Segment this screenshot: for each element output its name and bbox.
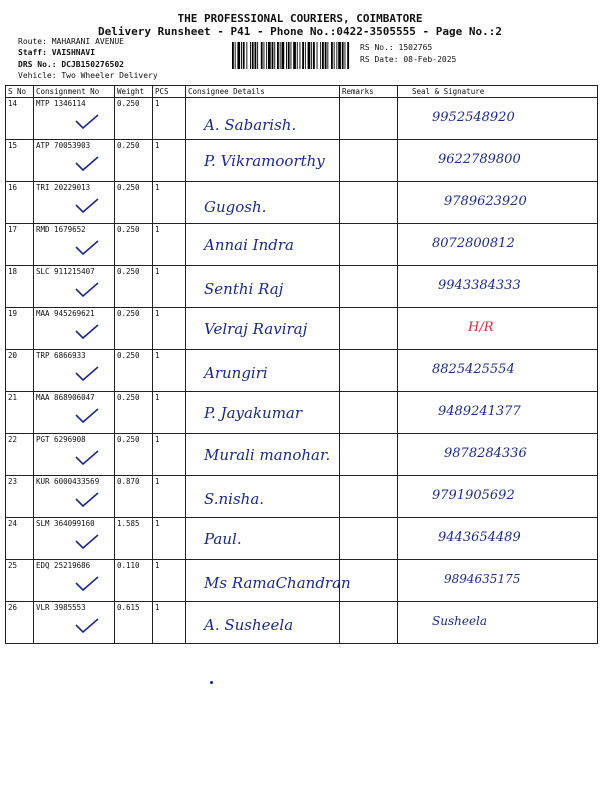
consignee-name: Paul. (204, 530, 242, 548)
cell-sno (6, 560, 34, 602)
cell-seal (398, 350, 598, 392)
cell-sno (6, 350, 34, 392)
checkmark-icon (74, 238, 100, 256)
cell-consignment (34, 266, 115, 308)
cell-remarks (340, 140, 398, 182)
cell-consignment-text: ATP 70053903 (36, 141, 91, 150)
cell-pcs-text: 1 (155, 519, 160, 528)
cell-weight-text: 0.250 (117, 393, 140, 402)
seal-signature: 9789623920 (444, 194, 527, 209)
cell-seal (398, 476, 598, 518)
cell-seal (398, 140, 598, 182)
cell-sno-text: 17 (8, 225, 18, 234)
cell-remarks (340, 560, 398, 602)
cell-consignment-text: MAA 868906047 (36, 393, 95, 402)
cell-consignment (34, 140, 115, 182)
cell-sno (6, 182, 34, 224)
cell-sno (6, 518, 34, 560)
col-remarks: Remarks (340, 86, 398, 98)
cell-consignment-text: RMD 1679652 (36, 225, 86, 234)
cell-remarks (340, 392, 398, 434)
cell-sno-text: 21 (8, 393, 18, 402)
cell-weight (115, 98, 153, 140)
cell-consignee (186, 476, 340, 518)
cell-pcs (153, 182, 186, 224)
cell-weight (115, 434, 153, 476)
cell-consignment (34, 434, 115, 476)
cell-sno-text: 16 (8, 183, 18, 192)
cell-weight (115, 308, 153, 350)
cell-pcs (153, 140, 186, 182)
cell-pcs (153, 308, 186, 350)
checkmark-icon (74, 616, 100, 634)
table-row (6, 224, 598, 266)
cell-weight-text: 0.250 (117, 225, 140, 234)
checkmark-icon (74, 490, 100, 508)
cell-consignee (186, 308, 340, 350)
cell-pcs (153, 266, 186, 308)
cell-pcs-text: 1 (155, 435, 160, 444)
cell-sno (6, 140, 34, 182)
cell-consignment (34, 224, 115, 266)
consignee-name: P. Jayakumar (204, 404, 303, 422)
cell-weight-text: 0.250 (117, 183, 140, 192)
cell-remarks (340, 266, 398, 308)
col-seal: Seal & Signature (398, 86, 598, 98)
cell-remarks (340, 518, 398, 560)
cell-consignment (34, 560, 115, 602)
checkmark-icon (74, 112, 100, 130)
cell-weight (115, 602, 153, 644)
cell-sno-text: 18 (8, 267, 18, 276)
cell-pcs-text: 1 (155, 141, 160, 150)
col-consignment: Consignment No (34, 86, 115, 98)
cell-pcs-text: 1 (155, 351, 160, 360)
consignee-name: A. Susheela (204, 616, 294, 634)
cell-consignment-text: KUR 6000433569 (36, 477, 100, 486)
cell-consignee (186, 560, 351, 602)
seal-signature: 9894635175 (444, 572, 521, 586)
cell-consignment (34, 308, 115, 350)
cell-sno-text: 24 (8, 519, 18, 528)
cell-sno (6, 476, 34, 518)
seal-signature: 8072800812 (432, 236, 515, 251)
cell-sno (6, 392, 34, 434)
consignee-name: Gugosh. (204, 198, 267, 216)
rs-date: RS Date: 08-Feb-2025 (360, 55, 457, 64)
cell-weight-text: 0.250 (117, 141, 140, 150)
cell-consignment-text: TRP 6866933 (36, 351, 86, 360)
cell-seal (398, 308, 598, 350)
col-weight: Weight (115, 86, 153, 98)
cell-seal (398, 266, 598, 308)
table-row (6, 560, 598, 602)
barcode-image (232, 42, 350, 69)
cell-consignee (186, 266, 340, 308)
cell-weight (115, 140, 153, 182)
cell-pcs (153, 560, 186, 602)
cell-weight-text: 0.250 (117, 99, 140, 108)
consignee-name: Annai Indra (204, 236, 294, 254)
consignee-name: Velraj Raviraj (204, 320, 308, 338)
cell-sno-text: 15 (8, 141, 18, 150)
document-title: THE PROFESSIONAL COURIERS, COIMBATORE (177, 12, 423, 25)
cell-weight-text: 1.585 (117, 519, 140, 528)
cell-consignee (186, 224, 340, 266)
cell-remarks (340, 98, 398, 140)
cell-sno-text: 25 (8, 561, 18, 570)
cell-seal (398, 224, 598, 266)
drs-number: DRS No.: DCJB150276502 (18, 60, 124, 69)
consignee-name: Arungiri (204, 364, 268, 382)
cell-sno (6, 602, 34, 644)
cell-pcs (153, 476, 186, 518)
cell-consignment (34, 350, 115, 392)
seal-signature: 9622789800 (438, 152, 521, 167)
checkmark-icon (74, 322, 100, 340)
cell-consignment (34, 518, 115, 560)
cell-seal (398, 392, 598, 434)
cell-weight (115, 182, 153, 224)
seal-signature: 9952548920 (432, 110, 515, 125)
cell-remarks (340, 476, 398, 518)
cell-sno-text: 26 (8, 603, 18, 612)
cell-pcs-text: 1 (155, 225, 160, 234)
route-label: Route: MAHARANI AVENUE (18, 37, 124, 46)
consignee-name: Senthi Raj (204, 280, 284, 298)
cell-pcs (153, 434, 186, 476)
cell-consignee (186, 434, 340, 476)
cell-sno (6, 308, 34, 350)
checkmark-icon (74, 154, 100, 172)
cell-consignment (34, 476, 115, 518)
cell-weight (115, 392, 153, 434)
table-row (6, 518, 598, 560)
cell-weight (115, 476, 153, 518)
cell-sno-text: 22 (8, 435, 18, 444)
cell-consignment-text: PGT 6296908 (36, 435, 86, 444)
seal-signature: 8825425554 (432, 362, 515, 377)
col-sno: S No (6, 86, 34, 98)
seal-signature: H/R (468, 320, 494, 335)
cell-consignment-text: SLC 911215407 (36, 267, 95, 276)
cell-weight-text: 0.870 (117, 477, 140, 486)
table-row (6, 350, 598, 392)
cell-weight-text: 0.250 (117, 351, 140, 360)
cell-sno (6, 266, 34, 308)
consignee-name: A. Sabarish. (204, 116, 297, 134)
checkmark-icon (74, 406, 100, 424)
table-row (6, 182, 598, 224)
cell-pcs (153, 98, 186, 140)
table-row (6, 392, 598, 434)
cell-pcs (153, 350, 186, 392)
cell-pcs (153, 224, 186, 266)
cell-pcs-text: 1 (155, 99, 160, 108)
rs-number: RS No.: 1502765 (360, 43, 433, 52)
table-row (6, 308, 598, 350)
table-row (6, 476, 598, 518)
cell-consignee (186, 350, 340, 392)
cell-weight (115, 518, 153, 560)
cell-pcs-text: 1 (155, 183, 160, 192)
ink-dot (210, 681, 213, 684)
cell-consignee (186, 98, 340, 140)
cell-seal (398, 602, 598, 644)
table-row (6, 266, 598, 308)
seal-signature: 9943384333 (438, 278, 521, 293)
cell-sno (6, 434, 34, 476)
cell-consignment-text: TRI 20229013 (36, 183, 91, 192)
cell-remarks (340, 350, 398, 392)
document-subtitle: Delivery Runsheet - P41 - Phone No.:0422-3505555 - Page No.:2 (98, 25, 502, 38)
cell-consignment (34, 182, 115, 224)
table-row (6, 98, 598, 140)
staff-label: Staff: VAISHNAVI (18, 48, 96, 57)
cell-consignment (34, 98, 115, 140)
cell-consignment (34, 392, 115, 434)
cell-weight-text: 0.250 (117, 267, 140, 276)
checkmark-icon (74, 280, 100, 298)
consignee-name: Ms RamaChandran (204, 574, 351, 592)
checkmark-icon (74, 574, 100, 592)
cell-pcs-text: 1 (155, 309, 160, 318)
cell-seal (398, 182, 598, 224)
cell-sno-text: 14 (8, 99, 18, 108)
cell-weight (115, 266, 153, 308)
checkmark-icon (74, 532, 100, 550)
consignee-name: S.nisha. (204, 490, 265, 508)
cell-weight (115, 224, 153, 266)
cell-sno (6, 224, 34, 266)
checkmark-icon (74, 364, 100, 382)
cell-remarks (340, 602, 398, 644)
cell-seal (398, 98, 598, 140)
cell-seal (398, 560, 598, 602)
seal-signature: 9791905692 (432, 488, 515, 503)
checkmark-icon (74, 448, 100, 466)
consignee-name: Murali manohar. (204, 446, 331, 464)
seal-signature: 9443654489 (438, 530, 521, 545)
cell-pcs (153, 392, 186, 434)
cell-consignee (186, 182, 340, 224)
cell-weight (115, 350, 153, 392)
cell-consignment-text: SLM 364099160 (36, 519, 95, 528)
table-row (6, 140, 598, 182)
cell-consignment-text: MTP 1346114 (36, 99, 86, 108)
vehicle-label: Vehicle: Two Wheeler Delivery (18, 71, 158, 80)
cell-weight (115, 560, 153, 602)
seal-signature: 9489241377 (438, 404, 521, 419)
cell-weight-text: 0.615 (117, 603, 140, 612)
cell-weight-text: 0.250 (117, 309, 140, 318)
table-row (6, 434, 598, 476)
cell-pcs-text: 1 (155, 603, 160, 612)
cell-consignee (186, 392, 340, 434)
table-row (6, 602, 598, 644)
col-pcs: PCS (153, 86, 186, 98)
cell-weight-text: 0.110 (117, 561, 140, 570)
cell-consignee (186, 602, 340, 644)
seal-signature: 9878284336 (444, 446, 527, 461)
seal-signature: Susheela (432, 614, 488, 628)
cell-pcs (153, 602, 186, 644)
col-consignee: Consignee Details (186, 86, 340, 98)
cell-pcs-text: 1 (155, 477, 160, 486)
cell-remarks (340, 434, 398, 476)
cell-consignment-text: VLR 3985553 (36, 603, 86, 612)
cell-sno-text: 19 (8, 309, 18, 318)
cell-seal (398, 434, 598, 476)
cell-consignment-text: EDQ 25219686 (36, 561, 91, 570)
cell-remarks (340, 308, 398, 350)
cell-remarks (340, 224, 398, 266)
cell-consignee (186, 140, 340, 182)
cell-consignee (186, 518, 340, 560)
checkmark-icon (74, 196, 100, 214)
cell-pcs-text: 1 (155, 393, 160, 402)
cell-sno-text: 23 (8, 477, 18, 486)
consignee-name: P. Vikramoorthy (204, 152, 325, 170)
cell-remarks (340, 182, 398, 224)
cell-seal (398, 518, 598, 560)
runsheet-table (5, 85, 598, 644)
cell-weight-text: 0.250 (117, 435, 140, 444)
cell-consignment (34, 602, 115, 644)
cell-sno (6, 98, 34, 140)
cell-sno-text: 20 (8, 351, 18, 360)
cell-pcs (153, 518, 186, 560)
cell-consignment-text: MAA 945269621 (36, 309, 95, 318)
cell-pcs-text: 1 (155, 267, 160, 276)
cell-pcs-text: 1 (155, 561, 160, 570)
table-header-row (6, 86, 598, 98)
